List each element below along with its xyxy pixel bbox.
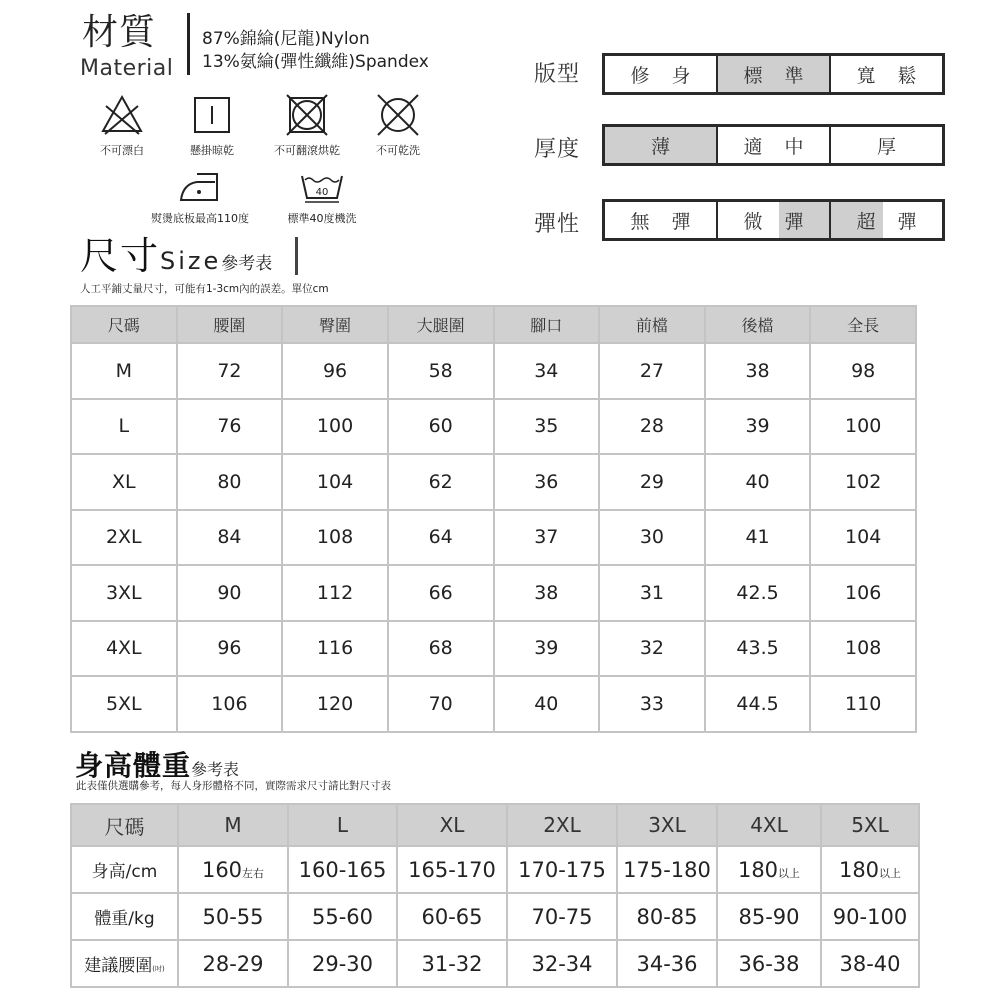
cell: 108 xyxy=(282,510,388,566)
cell: 40 xyxy=(705,454,811,510)
cell: 104 xyxy=(282,454,388,510)
col-hip: 臀圍 xyxy=(282,306,388,343)
cell: 64 xyxy=(388,510,494,566)
table-row xyxy=(71,621,916,677)
cell: 35 xyxy=(494,399,600,455)
cell: 36-38 xyxy=(717,940,821,987)
cell: 34-36 xyxy=(617,940,717,987)
no-bleach-icon xyxy=(99,94,145,136)
cell: 43.5 xyxy=(705,621,811,677)
elasticity-option-slight: 微 彈 xyxy=(718,202,831,238)
fit-option-regular: 標 準 xyxy=(718,56,831,92)
cell: 110 xyxy=(810,676,916,732)
cell: 31 xyxy=(599,565,705,621)
elasticity-label: 彈性 xyxy=(534,212,581,237)
col-4xl: 4XL xyxy=(717,804,821,846)
cell: XL xyxy=(71,454,177,510)
care-wash-40 xyxy=(276,170,368,226)
table-row-height xyxy=(71,846,919,893)
iron-low-temp-icon xyxy=(177,170,223,204)
cell: 41 xyxy=(705,510,811,566)
material-divider xyxy=(187,13,190,75)
fit-option-slim: 修 身 xyxy=(605,56,718,92)
table-row xyxy=(71,510,916,566)
cell: 180以上 xyxy=(717,846,821,893)
cell: 29-30 xyxy=(288,940,397,987)
cell: 28-29 xyxy=(178,940,288,987)
cell: 70-75 xyxy=(507,893,617,940)
cell: 106 xyxy=(177,676,283,732)
size-title-divider xyxy=(295,237,298,275)
table-row xyxy=(71,565,916,621)
care-iron-low xyxy=(140,170,260,226)
cell: 39 xyxy=(494,621,600,677)
cell: 170-175 xyxy=(507,846,617,893)
care-hang-dry xyxy=(176,94,248,158)
care-no-bleach xyxy=(86,94,158,158)
cell: 102 xyxy=(810,454,916,510)
cell: 32 xyxy=(599,621,705,677)
cell: 90-100 xyxy=(821,893,919,940)
cell: 116 xyxy=(282,621,388,677)
composition-spandex: 13%氨綸(彈性纖維)Spandex xyxy=(202,52,429,72)
col-front-rise: 前檔 xyxy=(599,306,705,343)
material-title-en: Material xyxy=(80,56,174,81)
care-label: 不可漂白 xyxy=(100,144,144,157)
material-composition xyxy=(202,28,429,74)
cell: M xyxy=(71,343,177,399)
size-table-header xyxy=(71,306,916,343)
col-waist: 腰圍 xyxy=(177,306,283,343)
cell: 3XL xyxy=(71,565,177,621)
thickness-option-thin: 薄 xyxy=(605,127,718,163)
care-label: 熨燙底板最高110度 xyxy=(151,212,249,225)
col-back-rise: 後檔 xyxy=(705,306,811,343)
cell: 38 xyxy=(705,343,811,399)
elasticity-bar xyxy=(602,199,945,241)
care-label: 不可乾洗 xyxy=(376,144,420,157)
cell: 66 xyxy=(388,565,494,621)
wash-40-icon xyxy=(299,170,345,204)
cell: 2XL xyxy=(71,510,177,566)
size-chart-note: 人工平鋪丈量尺寸，可能有1-3cm內的誤差。單位cm xyxy=(80,283,329,295)
cell: 62 xyxy=(388,454,494,510)
cell: 108 xyxy=(810,621,916,677)
col-5xl: 5XL xyxy=(821,804,919,846)
cell: 31-32 xyxy=(397,940,507,987)
col-m: M xyxy=(178,804,288,846)
cell: 32-34 xyxy=(507,940,617,987)
cell: 80 xyxy=(177,454,283,510)
composition-nylon: 87%錦綸(尼龍)Nylon xyxy=(202,29,370,49)
cell: 76 xyxy=(177,399,283,455)
cell: 96 xyxy=(282,343,388,399)
care-label: 懸掛晾乾 xyxy=(190,144,234,157)
care-no-dry-clean xyxy=(362,94,434,158)
cell: 36 xyxy=(494,454,600,510)
cell: L xyxy=(71,399,177,455)
cell: 40 xyxy=(494,676,600,732)
height-weight-table xyxy=(70,803,920,988)
thickness-bar xyxy=(602,124,945,166)
row-label: 身高/cm xyxy=(71,846,178,893)
fit-label: 版型 xyxy=(534,62,581,87)
cell: 68 xyxy=(388,621,494,677)
svg-text:40: 40 xyxy=(315,187,329,198)
col-thigh: 大腿圍 xyxy=(388,306,494,343)
col-3xl: 3XL xyxy=(617,804,717,846)
cell: 90 xyxy=(177,565,283,621)
cell: 5XL xyxy=(71,676,177,732)
table-row-weight xyxy=(71,893,919,940)
thickness-label: 厚度 xyxy=(534,137,581,162)
hang-dry-icon xyxy=(192,94,232,136)
hw-table-header xyxy=(71,804,919,846)
height-weight-title: 身高體重參考表 xyxy=(75,749,240,782)
col-length: 全長 xyxy=(810,306,916,343)
cell: 55-60 xyxy=(288,893,397,940)
cell: 80-85 xyxy=(617,893,717,940)
cell: 28 xyxy=(599,399,705,455)
cell: 165-170 xyxy=(397,846,507,893)
cell: 37 xyxy=(494,510,600,566)
size-chart-title: 尺寸Size參考表 xyxy=(80,234,273,278)
table-row-waist xyxy=(71,940,919,987)
elasticity-option-high: 超 彈 xyxy=(831,202,942,238)
row-label: 建議腰圍(吋) xyxy=(71,940,178,987)
cell: 175-180 xyxy=(617,846,717,893)
cell: 120 xyxy=(282,676,388,732)
cell: 96 xyxy=(177,621,283,677)
cell: 38-40 xyxy=(821,940,919,987)
col-size: 尺碼 xyxy=(71,804,178,846)
cell: 72 xyxy=(177,343,283,399)
table-row xyxy=(71,399,916,455)
cell: 85-90 xyxy=(717,893,821,940)
cell: 100 xyxy=(810,399,916,455)
cell: 106 xyxy=(810,565,916,621)
cell: 70 xyxy=(388,676,494,732)
cell: 58 xyxy=(388,343,494,399)
size-table xyxy=(70,305,917,733)
cell: 33 xyxy=(599,676,705,732)
col-2xl: 2XL xyxy=(507,804,617,846)
care-label: 標準40度機洗 xyxy=(287,212,357,225)
material-title: 材質 xyxy=(82,12,157,53)
cell: 44.5 xyxy=(705,676,811,732)
table-row xyxy=(71,676,916,732)
cell: 84 xyxy=(177,510,283,566)
col-hem: 腳口 xyxy=(494,306,600,343)
thickness-option-thick: 厚 xyxy=(876,135,904,158)
cell: 42.5 xyxy=(705,565,811,621)
no-dry-clean-icon xyxy=(374,94,422,136)
col-xl: XL xyxy=(397,804,507,846)
cell: 60 xyxy=(388,399,494,455)
care-label: 不可翻滾烘乾 xyxy=(274,144,340,157)
fit-bar xyxy=(602,53,945,95)
cell: 4XL xyxy=(71,621,177,677)
elasticity-option-none: 無 彈 xyxy=(605,202,718,238)
cell: 98 xyxy=(810,343,916,399)
cell: 34 xyxy=(494,343,600,399)
height-weight-note: 此表僅供選購參考，每人身形體格不同，實際需求尺寸請比對尺寸表 xyxy=(76,780,391,792)
table-row xyxy=(71,343,916,399)
cell: 100 xyxy=(282,399,388,455)
care-no-tumble-dry xyxy=(265,94,349,158)
col-l: L xyxy=(288,804,397,846)
no-tumble-dry-icon xyxy=(284,94,330,136)
cell: 104 xyxy=(810,510,916,566)
cell: 160-165 xyxy=(288,846,397,893)
cell: 30 xyxy=(599,510,705,566)
cell: 160左右 xyxy=(178,846,288,893)
cell: 39 xyxy=(705,399,811,455)
cell: 60-65 xyxy=(397,893,507,940)
table-row xyxy=(71,454,916,510)
thickness-option-medium: 適 中 xyxy=(718,127,831,163)
row-label: 體重/kg xyxy=(71,893,178,940)
cell: 50-55 xyxy=(178,893,288,940)
cell: 180以上 xyxy=(821,846,919,893)
cell: 38 xyxy=(494,565,600,621)
fit-option-loose: 寬 鬆 xyxy=(856,64,925,87)
cell: 27 xyxy=(599,343,705,399)
cell: 112 xyxy=(282,565,388,621)
cell: 29 xyxy=(599,454,705,510)
col-size: 尺碼 xyxy=(71,306,177,343)
